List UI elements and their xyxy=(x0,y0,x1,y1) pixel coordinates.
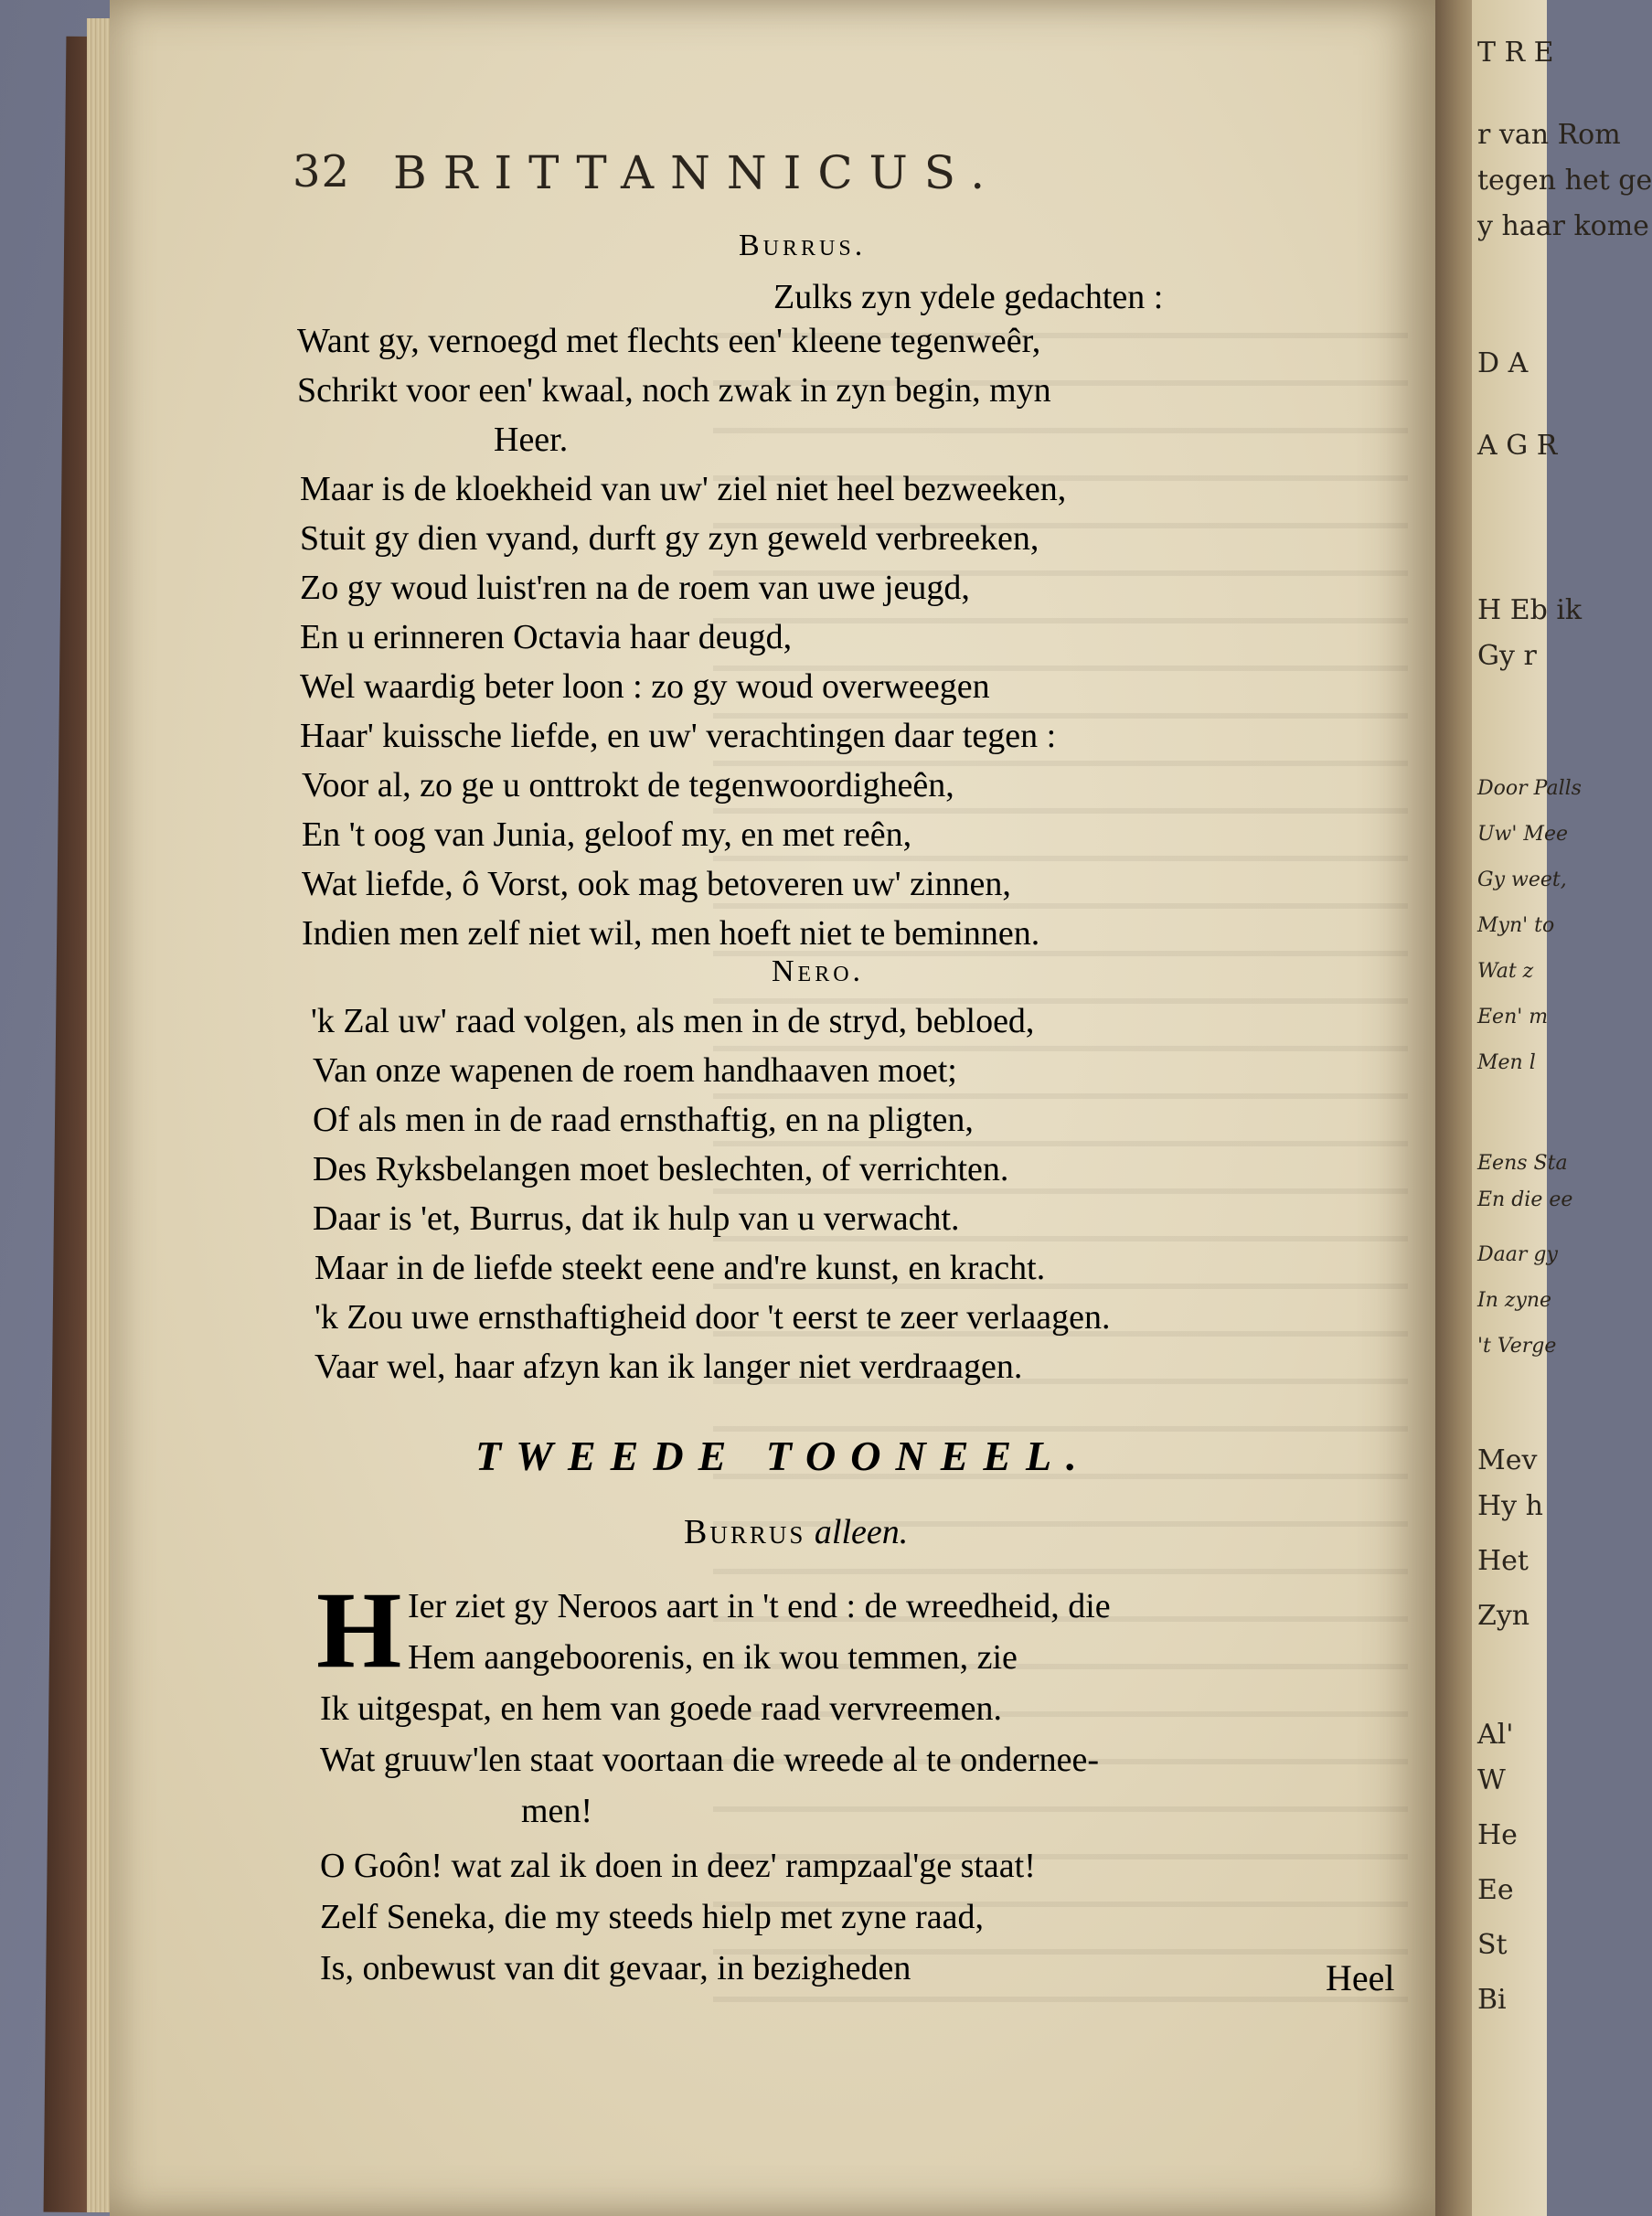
facing-page-text: Het xyxy=(1477,1545,1529,1577)
verse-line: Indien men zelf niet wil, men hoeft niet te beminnen. xyxy=(302,914,1040,953)
facing-page-text: Ee xyxy=(1477,1874,1514,1906)
scene-character: Burrus xyxy=(684,1513,806,1551)
facing-page-text: Uw' Mee xyxy=(1477,823,1568,846)
facing-page-text: En die ee xyxy=(1477,1188,1573,1211)
verse-line: Is, onbewust van dit gevaar, in bezigheden xyxy=(320,1949,911,1987)
verse-line: Zulks zyn ydele gedachten : xyxy=(773,278,1164,316)
facing-page-text: tegen het ge xyxy=(1477,165,1652,197)
verse-line: Maar in de liefde steekt eene and're kunst, en kracht. xyxy=(314,1249,1046,1287)
verse-line: En 't oog van Junia, geloof my, en met reên, xyxy=(302,815,912,854)
verse-line: Daar is 'et, Burrus, dat ik hulp van u verwacht. xyxy=(313,1199,960,1238)
facing-page-text: Gy weet, xyxy=(1477,868,1567,891)
running-title: BRITTANNICUS. xyxy=(393,146,1002,199)
verse-line: 'k Zou uwe ernsthaftigheid door 't eerst te zeer verlaagen. xyxy=(314,1298,1111,1337)
verse-line: Wel waardig beter loon : zo gy woud overweegen xyxy=(300,667,990,706)
facing-page-text: Wat z xyxy=(1477,960,1534,983)
facing-page-text: H Eb ik xyxy=(1477,594,1583,626)
facing-page-text: Men l xyxy=(1477,1051,1536,1074)
facing-page xyxy=(1472,0,1652,2216)
scene-title: TWEEDE TOONEEL. xyxy=(475,1433,1092,1479)
verse-line: Wat gruuw'len staat voortaan die wreede al te ondernee- xyxy=(320,1741,1100,1779)
facing-page-text: y haar kome xyxy=(1477,210,1649,242)
verse-line: Heer. xyxy=(494,421,569,459)
facing-page-text: Een' m xyxy=(1477,1006,1549,1028)
facing-page-text: Al' xyxy=(1477,1719,1514,1751)
speaker-name: Burrus. xyxy=(739,229,867,262)
verse-line: Zo gy woud luist'ren na de roem van uwe jeugd, xyxy=(300,569,970,607)
facing-page-text: Gy r xyxy=(1477,640,1537,672)
facing-page-text: D A xyxy=(1477,347,1529,379)
drop-cap: H xyxy=(316,1569,402,1690)
verse-line: Ier ziet gy Neroos aart in 't end : de wreedheid, die xyxy=(408,1587,1111,1625)
verse-line: O Goôn! wat zal ik doen in deez' rampzaal'ge staat! xyxy=(320,1847,1036,1885)
facing-page-text: Eens Sta xyxy=(1477,1152,1568,1175)
speaker-name: Nero. xyxy=(772,954,865,988)
verse-line: Maar is de kloekheid van uw' ziel niet heel bezweeken, xyxy=(300,470,1067,508)
facing-page-text: r van Rom xyxy=(1477,119,1621,151)
facing-page-text: 't Verge xyxy=(1477,1335,1557,1358)
verse-line: men! xyxy=(521,1792,593,1830)
facing-page-text: Zyn xyxy=(1477,1600,1530,1632)
facing-page-text: W xyxy=(1477,1764,1506,1796)
facing-page-text: A G R xyxy=(1477,430,1558,462)
verse-line: Voor al, zo ge u onttrokt de tegenwoordigheên, xyxy=(302,766,954,804)
facing-page-text: In zyne xyxy=(1477,1289,1552,1312)
facing-page-text: He xyxy=(1477,1819,1518,1851)
verse-line: Van onze wapenen de roem handhaaven moet; xyxy=(313,1051,957,1090)
page-header xyxy=(293,146,1390,210)
verse-line: Stuit gy dien vyand, durft gy zyn geweld verbreeken, xyxy=(300,519,1039,558)
verse-line: Hem aangeboorenis, en ik wou temmen, zie xyxy=(408,1638,1018,1677)
facing-page-text: Daar gy xyxy=(1477,1243,1558,1266)
facing-page-text: Bi xyxy=(1477,1984,1507,2016)
facing-page-text: Myn' to xyxy=(1477,914,1555,937)
verse-line: Of als men in de raad ernsthaftig, en na pligten, xyxy=(313,1101,974,1139)
verse-line: Want gy, vernoegd met flechts een' kleene tegenweêr, xyxy=(297,322,1041,360)
facing-page-text: T R E xyxy=(1477,37,1554,69)
verse-line: Schrikt voor een' kwaal, noch zwak in zyn begin, myn xyxy=(297,371,1051,410)
verse-line: Vaar wel, haar afzyn kan ik langer niet verdraagen. xyxy=(314,1348,1023,1386)
facing-page-text: Hy h xyxy=(1477,1490,1543,1522)
verse-line: Ik uitgespat, en hem van goede raad vervreemen. xyxy=(320,1689,1002,1728)
page-number: 32 xyxy=(293,146,351,197)
facing-page-text: Mev xyxy=(1477,1444,1538,1476)
verse-line: 'k Zal uw' raad volgen, als men in de stryd, bebloed, xyxy=(311,1002,1035,1040)
scene-subtitle xyxy=(684,1512,908,1552)
facing-page-text: St xyxy=(1477,1929,1508,1961)
verse-line: En u erinneren Octavia haar deugd, xyxy=(300,618,793,656)
verse-line: Zelf Seneka, die my steeds hielp met zyne raad, xyxy=(320,1898,984,1936)
facing-page-text: Door Palls xyxy=(1477,777,1582,800)
catchword: Heel xyxy=(1326,1957,1395,1998)
verse-line: Des Ryksbelangen moet beslechten, of verrichten. xyxy=(313,1150,1009,1188)
verse-line: Wat liefde, ô Vorst, ook mag betoveren uw' zinnen, xyxy=(302,865,1011,903)
scene-direction: alleen. xyxy=(814,1513,909,1551)
verse-line: Haar' kuissche liefde, en uw' verachtingen daar tegen : xyxy=(300,717,1057,755)
